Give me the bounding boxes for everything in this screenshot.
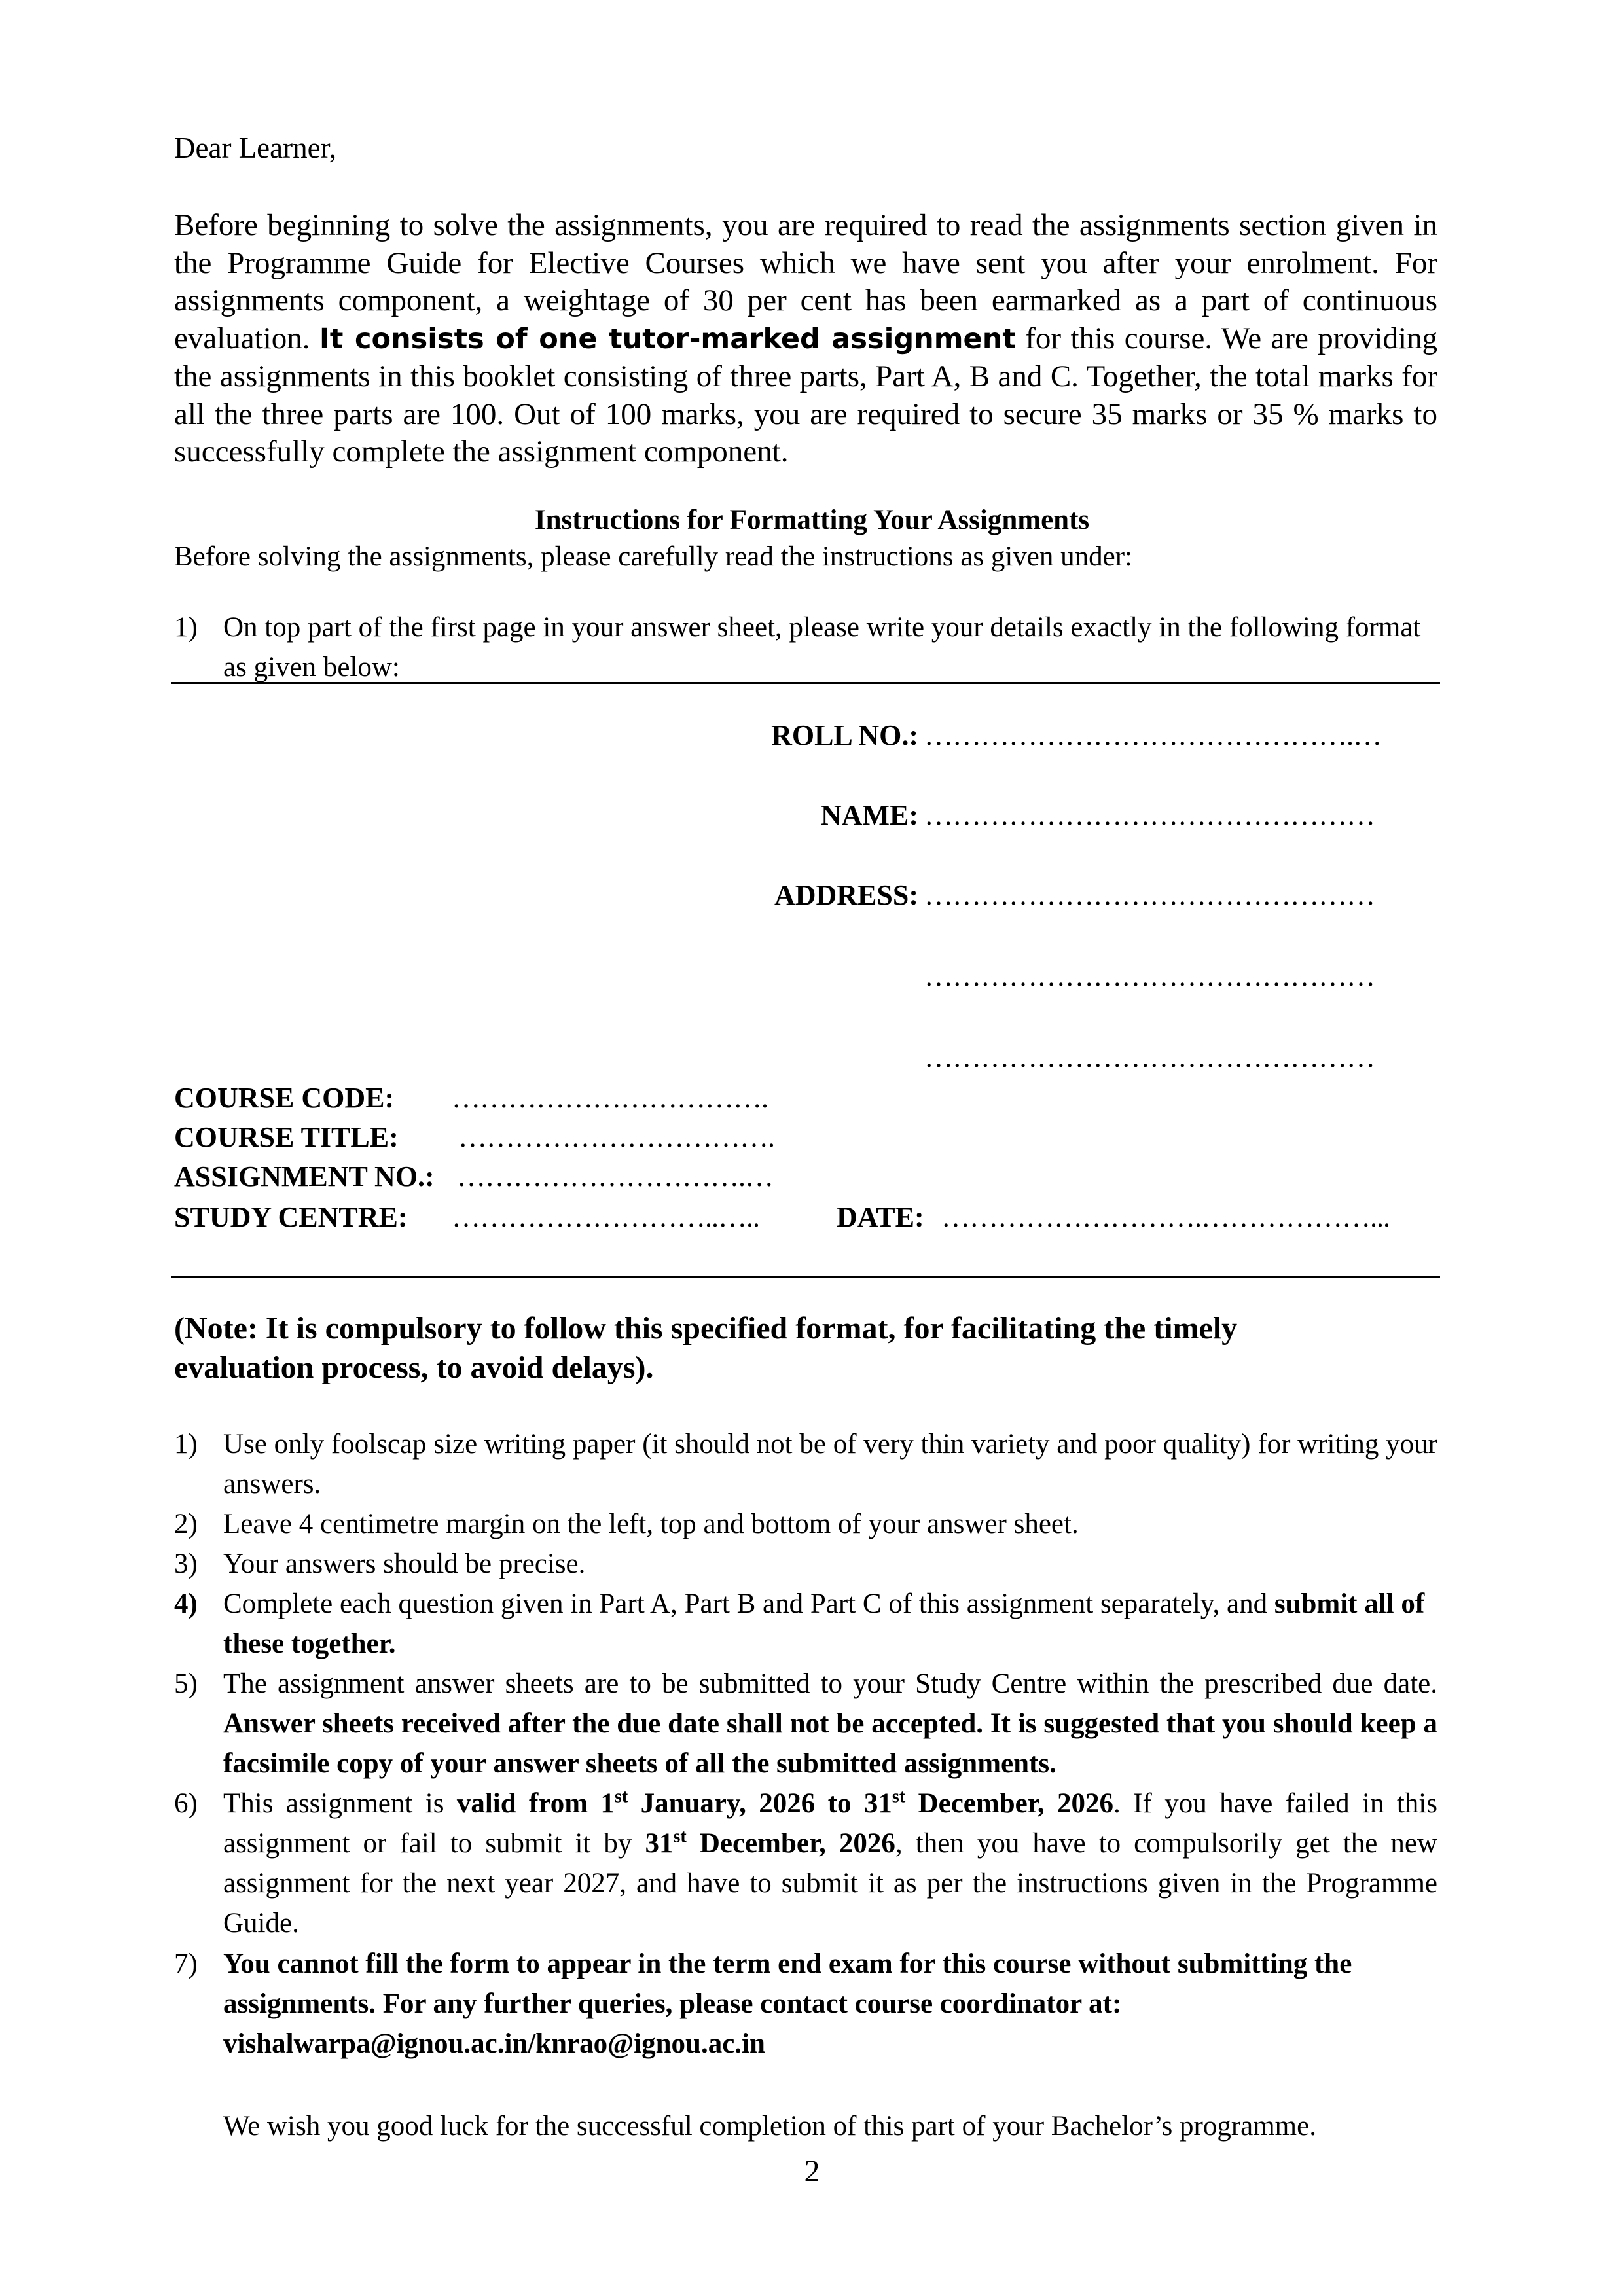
item6-sup-1: st bbox=[614, 1786, 628, 1807]
name-label: NAME: bbox=[820, 799, 918, 831]
study-centre-label: STUDY CENTRE: bbox=[174, 1201, 408, 1233]
item-text bbox=[223, 1584, 1437, 1664]
date-dots: ……………………….………………... bbox=[941, 1201, 1390, 1233]
item-text-bold: Answer sheets received after the due date shall not be accepted. It is suggested that you should keep a facsimile copy of your answer sheets of all the submitted assignments. bbox=[223, 1708, 1437, 1779]
form-bottom-rule bbox=[171, 1276, 1440, 1278]
item-number: 5) bbox=[174, 1668, 198, 1699]
instructions-heading: Instructions for Formatting Your Assignments bbox=[534, 505, 1090, 535]
address-dots-2: ………………………………………… bbox=[924, 960, 1375, 992]
name-dots: ………………………………………… bbox=[924, 799, 1375, 831]
item6-text-c: . If you have failed in this assignment or fail to submit it by bbox=[223, 1788, 1437, 1859]
course-code-dots: ……………………………. bbox=[452, 1082, 768, 1114]
item6-sup-3: st bbox=[673, 1826, 687, 1847]
assignment-no-dots: ………………………….… bbox=[457, 1160, 773, 1193]
item6-text-d: , then you have to compulsorily get the new assignment for the next year 2027, and have to submit it as per the instructions given in the Programme Guide. bbox=[223, 1828, 1438, 1939]
item-text-regular: Complete each question given in Part A, Part B and Part C of this assignment separately, and bbox=[223, 1588, 1274, 1619]
intro-bold-text: It consists of one tutor-marked assignment bbox=[319, 322, 1016, 355]
closing-line: We wish you good luck for the successful completion of this part of your Bachelor’s programme. bbox=[223, 2111, 1316, 2142]
greeting: Dear Learner, bbox=[174, 132, 337, 164]
item-number: 1) bbox=[174, 1429, 198, 1460]
address-label: ADDRESS: bbox=[774, 879, 918, 911]
course-code-label: COURSE CODE: bbox=[174, 1082, 395, 1114]
item-text: You cannot fill the form to appear in the term end exam for this course without submitting the assignments. For any further queries, please contact course coordinator at: vishalwarpa@ignou.ac.in/knrao@ignou.ac.in bbox=[223, 1948, 1352, 2059]
address-dots-1: ………………………………………… bbox=[924, 879, 1375, 911]
item-text-regular: The assignment answer sheets are to be submitted to your Study Centre within the prescribed due date. bbox=[223, 1668, 1437, 1699]
form-top-rule bbox=[171, 682, 1440, 684]
item6-valid-end-date: December, 2026 bbox=[905, 1788, 1113, 1819]
roll-no-dots: ……………………………………….… bbox=[924, 719, 1381, 751]
roll-no-label: ROLL NO.: bbox=[771, 719, 918, 751]
intro-text-1: Before beginning to solve the assignments, you are required to read the assignments section given in the Programme Guide for Elective Courses which we have sent you after your enrolment. For assignments component, a weightage of 30 per cent has been earmarked as a part of continuous evaluation. bbox=[174, 208, 1437, 355]
item-text bbox=[223, 1664, 1437, 1784]
item-text-bold: submit all of these together. bbox=[223, 1588, 1425, 1659]
item-text bbox=[223, 1784, 1437, 1943]
item-text: On top part of the first page in your answer sheet, please write your details exactly in the following format as given below: bbox=[223, 612, 1421, 683]
item6-deadline-date: December, 2026 bbox=[686, 1828, 895, 1859]
item-text: Leave 4 centimetre margin on the left, top and bottom of your answer sheet. bbox=[223, 1509, 1079, 1539]
format-note: (Note: It is compulsory to follow this specified format, for facilitating the timely evaluation process, to avoid delays). bbox=[174, 1311, 1238, 1385]
item6-valid-from: valid from 1 bbox=[456, 1788, 615, 1819]
item6-deadline-day: 31 bbox=[645, 1828, 674, 1859]
intro-text-2: for this course. We are providing the assignments in this booklet consisting of three parts, Part A, B and C. Together, the total marks for all the three parts are 100. Out of 100 marks, you are required to secure 35 marks or 35 % marks to successfully complete the assignment component. bbox=[174, 321, 1438, 469]
address-dots-3: ………………………………………… bbox=[924, 1041, 1375, 1073]
item-number: 6) bbox=[174, 1788, 198, 1819]
course-title-dots: ……………………………. bbox=[458, 1121, 774, 1153]
item-number: 7) bbox=[174, 1948, 198, 1979]
item-text: Your answers should be precise. bbox=[223, 1549, 586, 1579]
instructions-intro: Before solving the assignments, please carefully read the instructions as given under: bbox=[174, 541, 1132, 572]
item6-text-a: This assignment is bbox=[223, 1788, 457, 1819]
item-number: 1) bbox=[174, 612, 198, 643]
course-title-label: COURSE TITLE: bbox=[174, 1121, 399, 1153]
item6-sup-2: st bbox=[892, 1786, 906, 1807]
item-number: 4) bbox=[174, 1588, 198, 1619]
item-number: 2) bbox=[174, 1509, 198, 1539]
item6-valid-start-date: January, 2026 to 31 bbox=[628, 1788, 892, 1819]
date-label: DATE: bbox=[837, 1201, 924, 1233]
assignment-no-label: ASSIGNMENT NO.: bbox=[174, 1160, 435, 1193]
item-text: Use only foolscap size writing paper (it should not be of very thin variety and poor quality) for writing your answers. bbox=[223, 1429, 1437, 1499]
intro-paragraph bbox=[174, 207, 1437, 471]
page-number: 2 bbox=[804, 2154, 820, 2189]
item-number: 3) bbox=[174, 1549, 198, 1579]
study-centre-dots: ………………………..….. bbox=[452, 1201, 759, 1233]
